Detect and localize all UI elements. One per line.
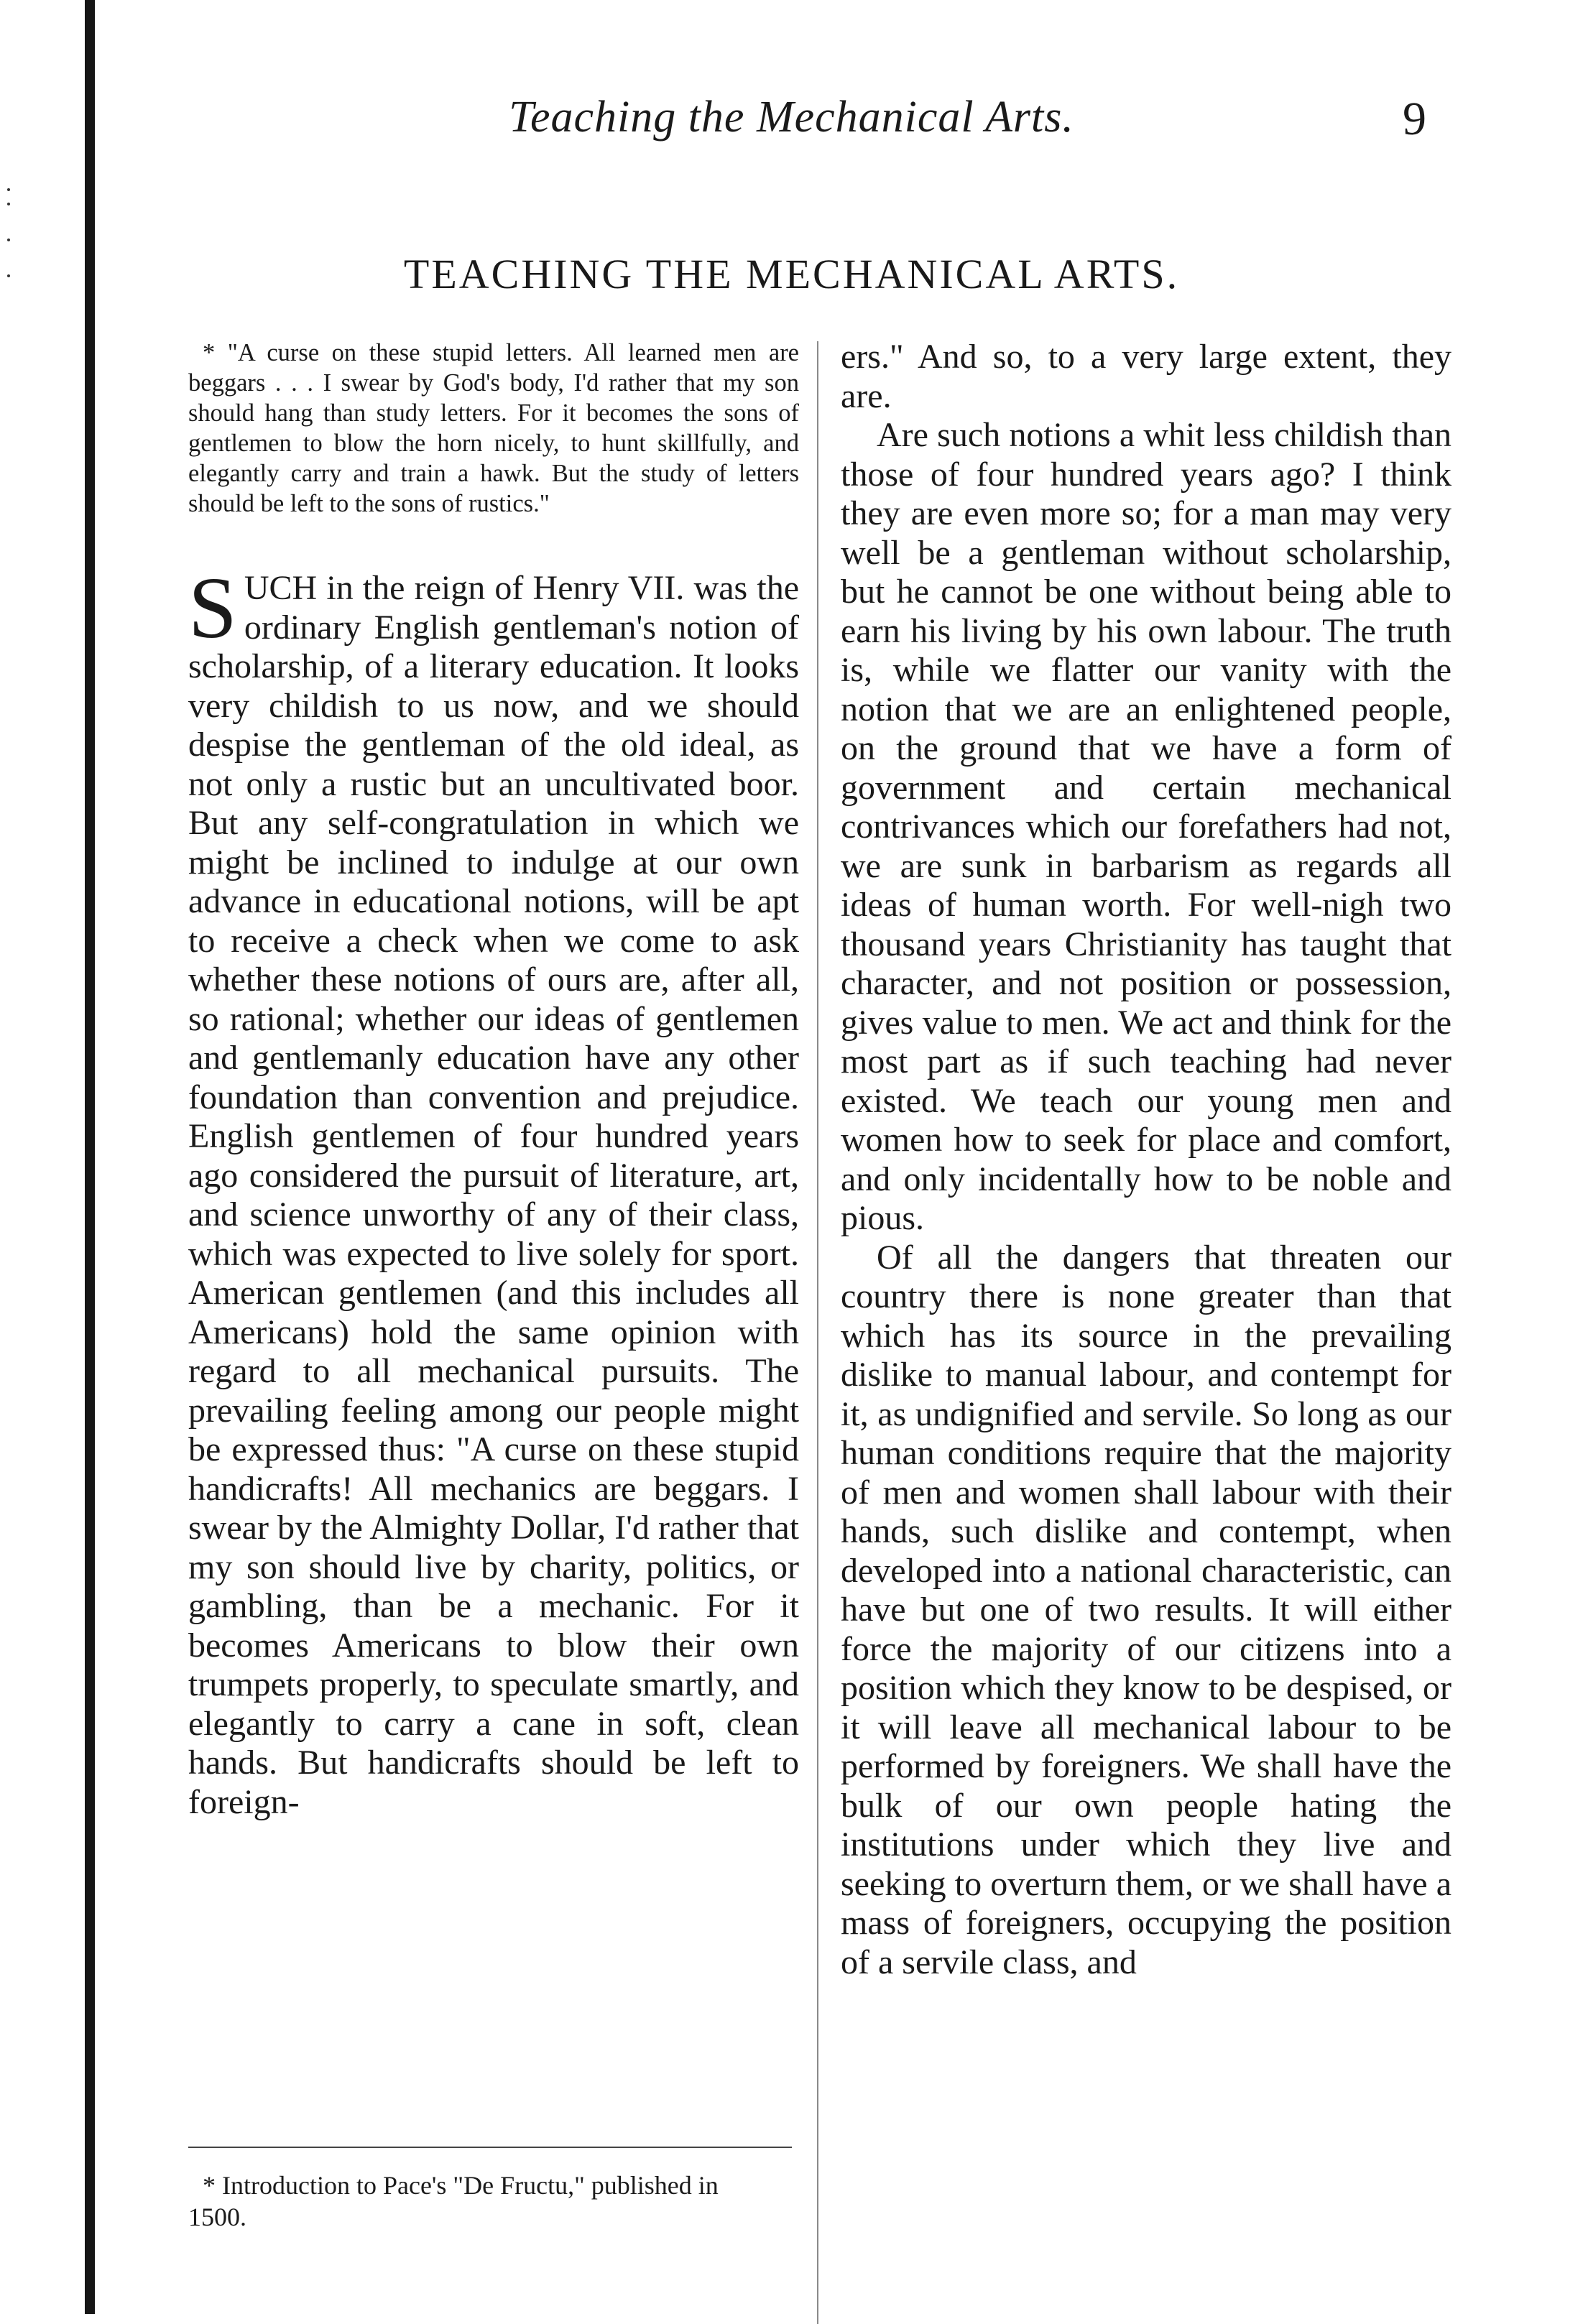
running-title: Teaching the Mechanical Arts. [509, 93, 1074, 142]
paragraph: Are such notions a whit less childish than those of four hundred years ago? I think they are even more so; for a man may very well be a gentleman without scholarship, but he cannot be one without being able to earn his living by his own labour. The truth is, while we flatter our vanity with the notion that we are an enlightened people, on the ground that we have a form of government and certain mechanical contrivances which our forefathers had not, we are sunk in barbarism as regards all ideas of human worth. For well-nigh two thousand years Christianity has taught that character, and not position or possession, gives value to men. We act and think for the most part as if such teaching had never existed. We teach our young men and women how to seek for place and comfort, and only incidentally how to be noble and pious. [841, 416, 1452, 1237]
margin-mark [7, 239, 10, 241]
paragraph: Of all the dangers that threaten our country there is none greater than that which has its source in the prevailing dislike to manual labour, and contempt for it, as undignified and servile. So long as our human conditions require that the majority of men and women shall labour with their hands, such dislike and contempt, when developed into a national characteristic, can have but one of two results. It will either force the majority of our citizens into a position which they know to be despised, or it will leave all mechanical labour to be performed by foreigners. We shall have the bulk of our own people hating the institutions under which they live and seeking to overturn them, or we shall have a mass of foreigners, occupying the position of a servile class, and [841, 1238, 1452, 1981]
left-column [188, 338, 799, 1822]
continued-paragraph: ers." And so, to a very large extent, they are. [841, 338, 1452, 415]
column-divider [817, 341, 818, 2324]
margin-mark [7, 188, 10, 191]
opening-paragraph: SUCH in the reign of Henry VII. was the ordinary English gentleman's notion of scholarship, of a literary education. It looks very childish to us now, and we should despise the gentleman of the old ideal, as not only a rustic but an uncultivated boor. But any self-congratulation in which we might be inclined to indulge at our own advance in educational notions, will be apt to receive a check when we come to ask whether these notions of ours are, after all, so rational; whether our ideas of gentlemen and gentlemanly education have any other foundation than convention and prejudice. English gentlemen of four hundred years ago considered the pursuit of literature, art, and science unworthy of any of their class, which was expected to live solely for sport. American gentlemen (and this includes all Americans) hold the same opinion with regard to all mechanical pursuits. The prevailing feeling among our people might be expressed thus: "A curse on these stupid handicrafts! All mechanics are beggars. I swear by the Almighty Dollar, I'd rather that my son should live by charity, politics, or gambling, than be a mechanic. For it becomes Americans to blow their own trumpets properly, to speculate smartly, and elegantly to carry a cane in soft, clean hands. But handicrafts should be left to foreign- [188, 560, 799, 1821]
page-number: 9 [1403, 93, 1426, 145]
article-title: TEACHING THE MECHANICAL ARTS. [403, 251, 1180, 297]
footnote: * Introduction to Pace's "De Fructu," published in 1500. [188, 2171, 719, 2231]
binding-edge [85, 0, 95, 2314]
epigraph: * "A curse on these stupid letters. All learned men are beggars . . . I swear by God's body, I'd rather that my son should hang than study letters. For it becomes the sons of gentlemen to blow the horn nicely, to hunt skillfully, and elegantly carry and train a hawk. But the study of letters should be left to the sons of rustics." [188, 339, 799, 517]
right-column [841, 338, 1452, 1982]
footnote-divider [188, 2147, 792, 2148]
margin-mark [7, 203, 10, 205]
